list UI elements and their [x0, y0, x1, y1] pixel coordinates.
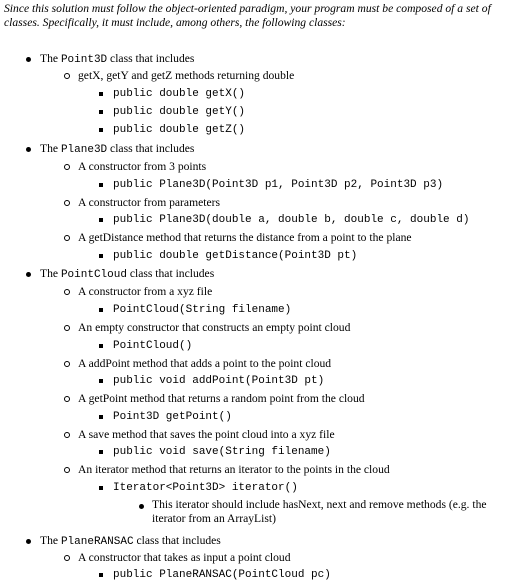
code-line: public double getX(): [113, 88, 246, 100]
intro-paragraph: Since this solution must follow the object-oriented paradigm, your program must be composed of a set of classes. Specifically, it must include, among others, the following classes:: [4, 2, 491, 29]
code-line: public double getZ(): [113, 124, 246, 136]
code-line: PointCloud(): [113, 340, 193, 352]
class-planeransac: The PlaneRANSAC class that includes: [40, 534, 221, 548]
class-point3d: The Point3D class that includes: [40, 52, 195, 66]
list-item: A constructor from a xyz file: [78, 285, 213, 298]
code-line: public double getY(): [113, 106, 246, 118]
iterator-note: This iterator should include hasNext, next and remove methods (e.g. the iterator from an ArrayList): [152, 498, 512, 526]
class-pointcloud: The PointCloud class that includes: [40, 267, 215, 281]
class-plane3d: The Plane3D class that includes: [40, 142, 195, 156]
class-name: PointCloud: [60, 269, 127, 281]
list-item: A save method that saves the point cloud into a xyz file: [78, 428, 335, 441]
code-line: Point3D getPoint(): [113, 411, 232, 423]
code-line: public Plane3D(Point3D p1, Point3D p2, Point3D p3): [113, 179, 444, 191]
class-name: Plane3D: [60, 144, 108, 156]
code-line: Iterator<Point3D> iterator(): [113, 482, 298, 494]
code-line: PointCloud(String filename): [113, 304, 292, 316]
code-line: public void save(String filename): [113, 446, 331, 458]
list-item: getX, getY and getZ methods returning double: [78, 69, 295, 82]
class-name: Point3D: [60, 54, 108, 66]
list-item: An iterator method that returns an iterator to the points in the cloud: [78, 463, 390, 476]
code-line: public PlaneRANSAC(PointCloud pc): [113, 569, 331, 581]
code-line: public double getDistance(Point3D pt): [113, 250, 358, 262]
list-item: A constructor that takes as input a point cloud: [78, 551, 291, 564]
class-name: PlaneRANSAC: [60, 536, 134, 548]
list-item: An empty constructor that constructs an empty point cloud: [78, 321, 351, 334]
list-item: A getDistance method that returns the distance from a point to the plane: [78, 231, 412, 244]
list-item: A constructor from parameters: [78, 196, 220, 209]
list-item: A addPoint method that adds a point to the point cloud: [78, 357, 332, 370]
list-item: A constructor from 3 points: [78, 160, 207, 173]
list-item: A getPoint method that returns a random point from the cloud: [78, 392, 365, 405]
code-line: public void addPoint(Point3D pt): [113, 375, 325, 387]
code-line: public Plane3D(double a, double b, double c, double d): [113, 214, 470, 226]
